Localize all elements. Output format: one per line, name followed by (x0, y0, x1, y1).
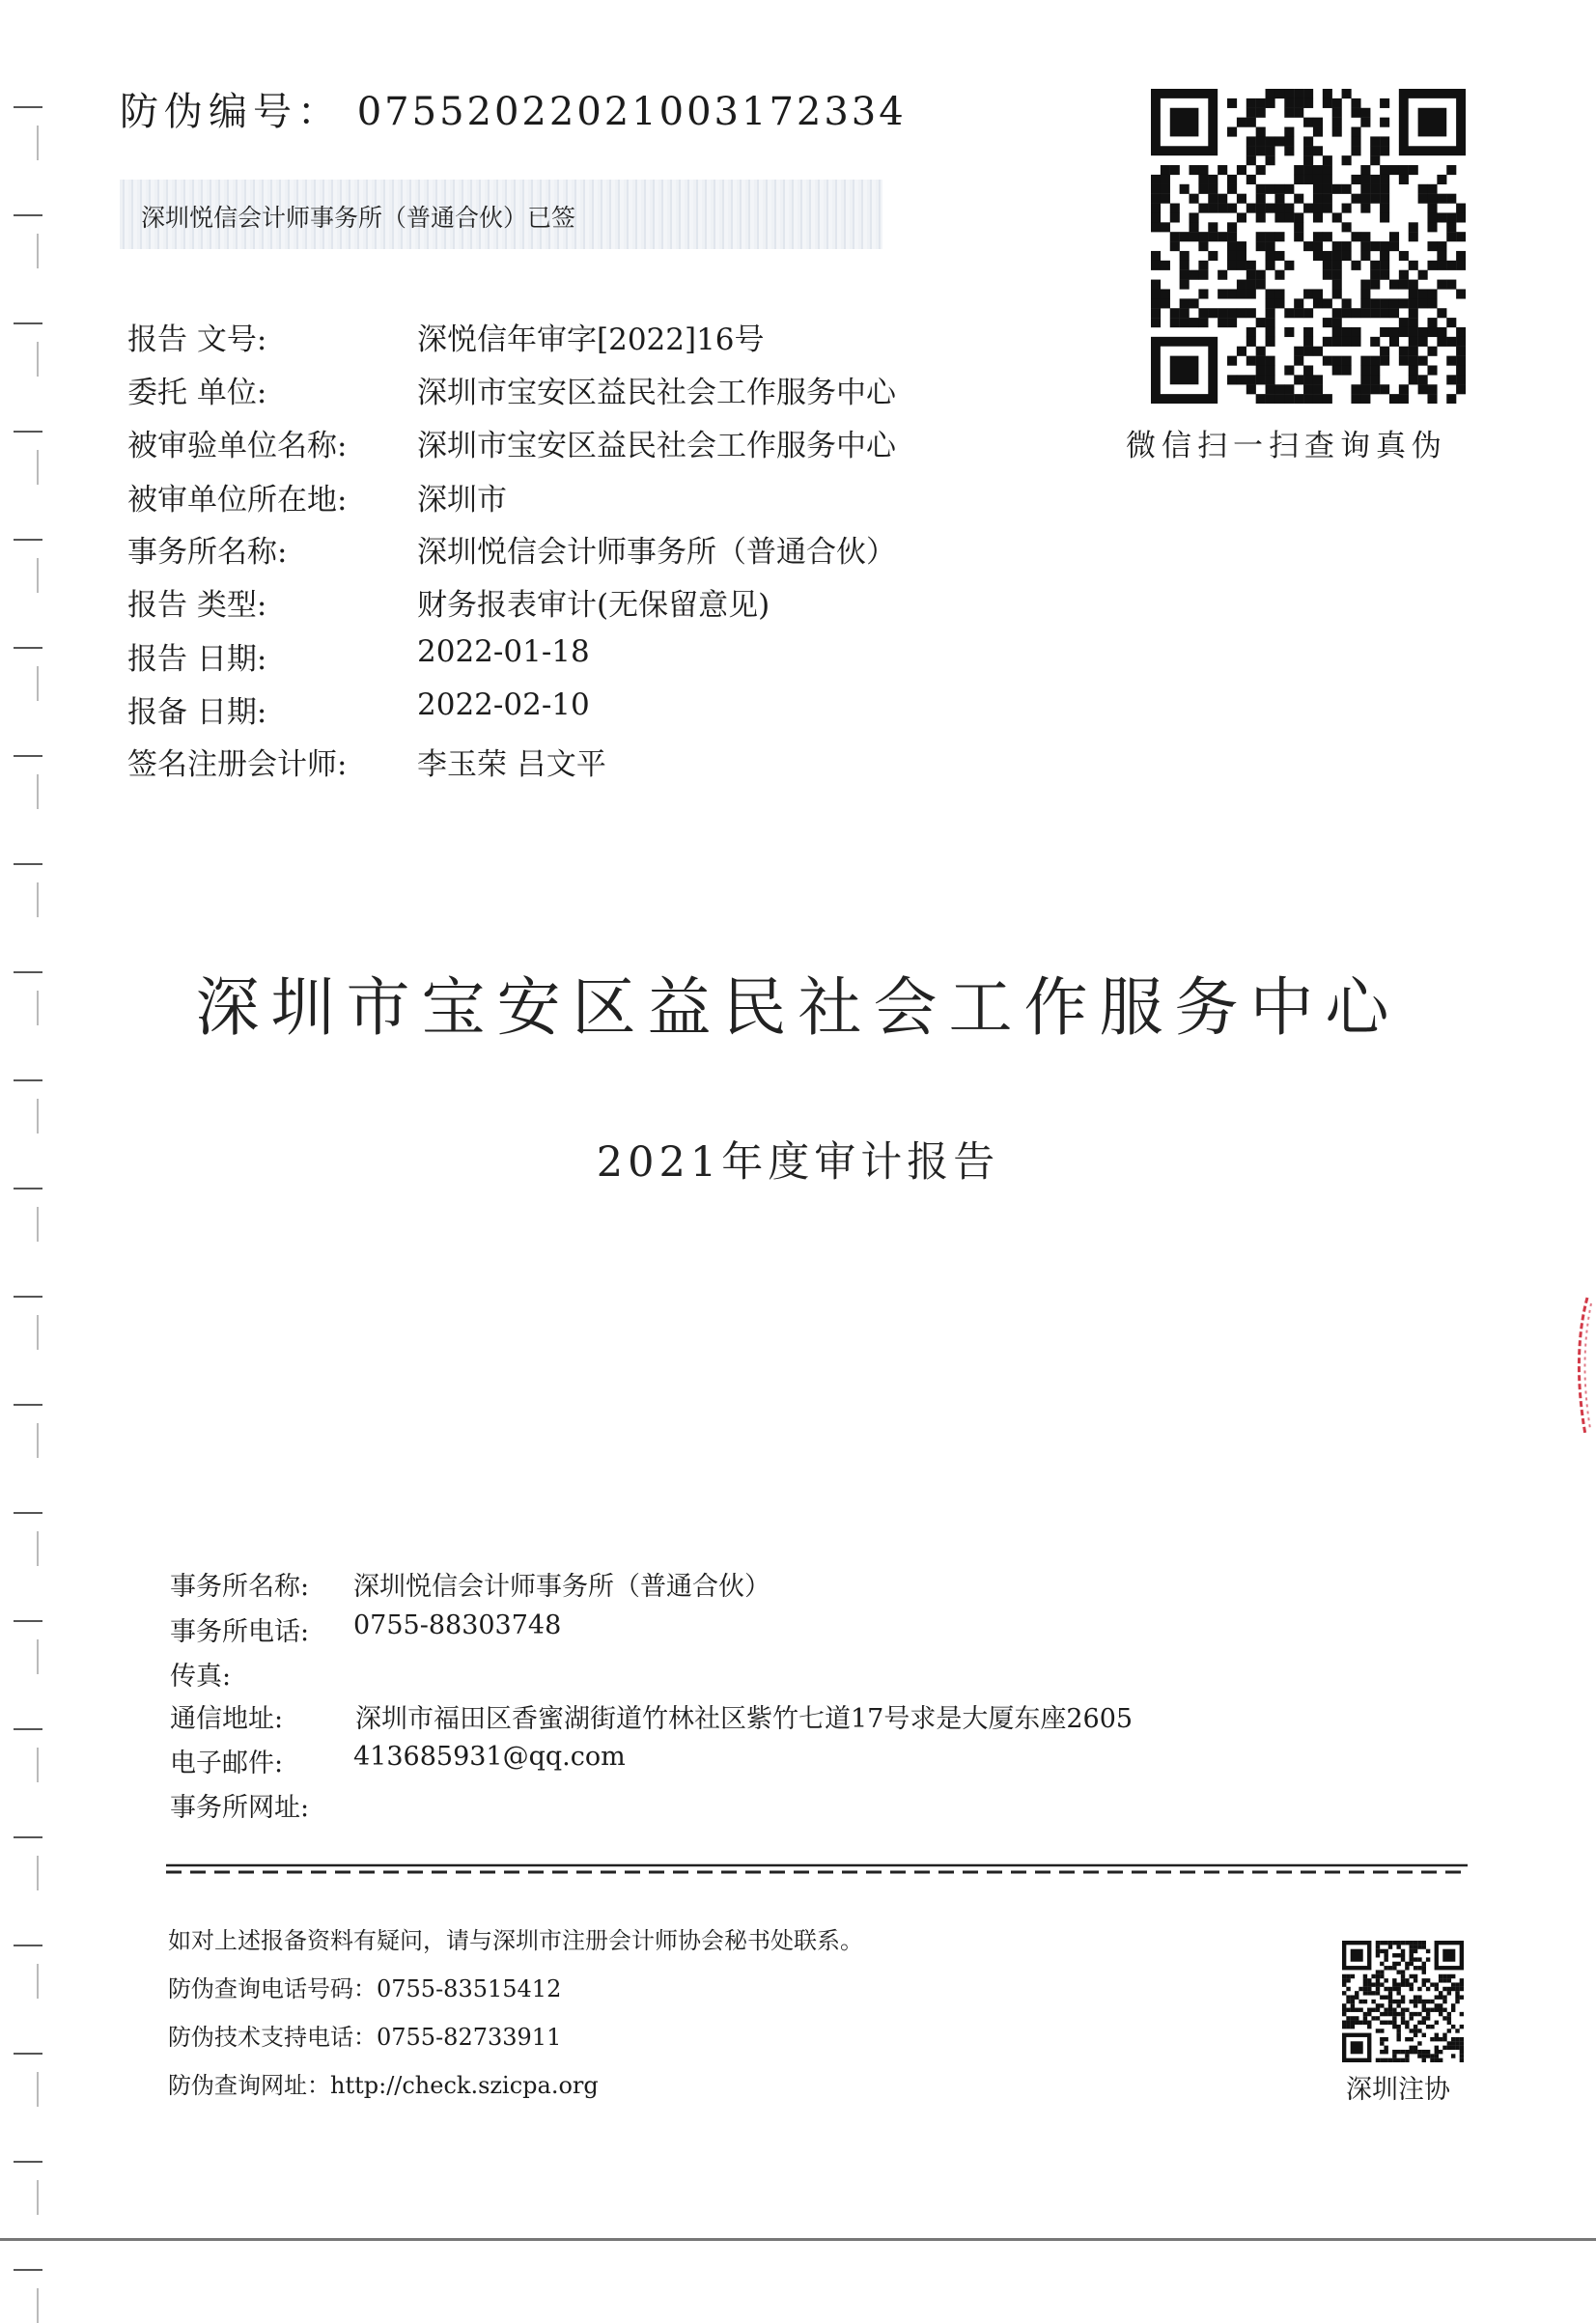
binding-hole-mark (14, 1836, 42, 1838)
binding-hole-mark (14, 1728, 42, 1730)
binding-notch-mark (37, 1315, 39, 1350)
binding-hole-mark (14, 755, 42, 757)
footer-query-website: 防伪查询网址：http://check.szicpa.org (168, 2072, 599, 2099)
page-title: 深圳市宝安区益民社会工作服务中心 (195, 970, 1401, 1045)
binding-notch-mark (37, 234, 39, 268)
info-label: 事务所名称: (127, 535, 288, 570)
binding-hole-mark (14, 1079, 42, 1081)
info-value: 深圳市宝安区益民社会工作服务中心 (417, 429, 896, 463)
contact-label: 传真: (170, 1662, 232, 1692)
binding-hole-mark (14, 1945, 42, 1946)
binding-hole-mark (14, 539, 42, 541)
binding-notch-mark (37, 882, 39, 917)
binding-notch-mark (37, 1423, 39, 1458)
binding-notch-mark (37, 342, 39, 377)
contact-value: 深圳悦信会计师事务所（普通合伙） (353, 1572, 770, 1602)
footer-query-phone: 防伪查询电话号码：0755-83515412 (168, 1975, 562, 2002)
red-stamp-edge-icon (1574, 1294, 1593, 1439)
binding-margin (14, 0, 52, 2257)
contact-label: 事务所网址: (170, 1793, 310, 1823)
contact-value: 0755-88303748 (353, 1610, 562, 1640)
info-label: 签名注册会计师: (127, 747, 348, 782)
anti-counterfeit-label: 防伪编号： (120, 90, 342, 134)
binding-hole-mark (14, 431, 42, 433)
binding-notch-mark (37, 558, 39, 593)
info-label: 委托 单位: (127, 376, 267, 410)
szicpa-qr-caption: 深圳注协 (1346, 2075, 1450, 2105)
info-label: 被审单位所在地: (127, 483, 348, 518)
binding-notch-mark (37, 1856, 39, 1890)
anti-counterfeit-value: 07552022021003172334 (356, 90, 907, 134)
binding-hole-mark (14, 106, 42, 108)
info-label: 报告 文号: (127, 322, 267, 357)
contact-label: 事务所电话: (170, 1617, 310, 1647)
binding-notch-mark (37, 126, 39, 160)
contact-value: 413685931@qq.com (353, 1742, 626, 1772)
signed-notice-text: 深圳悦信会计师事务所（普通合伙）已签 (141, 204, 576, 232)
binding-notch-mark (37, 1639, 39, 1674)
info-value: 2022-02-10 (417, 687, 590, 722)
info-value: 2022-01-18 (417, 634, 590, 669)
info-value: 财务报表审计(无保留意见) (417, 588, 770, 623)
binding-notch-mark (37, 450, 39, 485)
binding-hole-mark (14, 1296, 42, 1298)
page-bottom-edge (0, 2238, 1596, 2241)
dashed-divider (166, 1863, 1468, 1875)
info-label: 报告 日期: (127, 642, 267, 677)
binding-notch-mark (37, 2288, 39, 2323)
binding-hole-mark (14, 2053, 42, 2055)
binding-notch-mark (37, 774, 39, 809)
anti-counterfeit-number (120, 81, 907, 136)
info-label: 报告 类型: (127, 588, 267, 623)
info-label: 报备 日期: (127, 695, 267, 730)
signed-notice-strip (120, 180, 882, 249)
info-value: 深圳市 (417, 483, 507, 518)
binding-notch-mark (37, 1748, 39, 1782)
binding-hole-mark (14, 2161, 42, 2163)
binding-hole-mark (14, 214, 42, 216)
binding-notch-mark (37, 1531, 39, 1566)
wechat-qr-code-icon (1151, 89, 1466, 404)
info-value: 深圳市宝安区益民社会工作服务中心 (417, 376, 896, 410)
contact-label: 事务所名称: (170, 1572, 310, 1602)
page-subtitle: 2021年度审计报告 (596, 1138, 1000, 1187)
binding-notch-mark (37, 1964, 39, 1999)
info-label: 被审验单位名称: (127, 429, 348, 463)
binding-notch-mark (37, 1099, 39, 1134)
binding-notch-mark (37, 2072, 39, 2107)
binding-notch-mark (37, 666, 39, 701)
szicpa-qr-code-icon (1342, 1941, 1464, 2062)
binding-hole-mark (14, 1512, 42, 1514)
qr-caption: 微信扫一扫查询真伪 (1126, 429, 1447, 463)
binding-hole-mark (14, 647, 42, 649)
binding-hole-mark (14, 1404, 42, 1406)
footer-notice: 如对上述报备资料有疑问，请与深圳市注册会计师协会秘书处联系。 (168, 1927, 863, 1954)
binding-notch-mark (37, 1207, 39, 1242)
contact-label: 通信地址: (170, 1704, 284, 1734)
binding-hole-mark (14, 322, 42, 324)
info-value: 深圳悦信会计师事务所（普通合伙） (417, 535, 896, 570)
info-value: 李玉荣 吕文平 (417, 747, 606, 782)
contact-value: 深圳市福田区香蜜湖街道竹林社区紫竹七道17号求是大厦东座2605 (355, 1704, 1134, 1734)
binding-hole-mark (14, 863, 42, 865)
binding-notch-mark (37, 2180, 39, 2215)
footer-support-phone: 防伪技术支持电话：0755-82733911 (168, 2024, 562, 2051)
binding-hole-mark (14, 1620, 42, 1622)
contact-label: 电子邮件: (170, 1749, 284, 1778)
info-value: 深悦信年审字[2022]16号 (417, 322, 765, 357)
binding-hole-mark (14, 2269, 42, 2271)
